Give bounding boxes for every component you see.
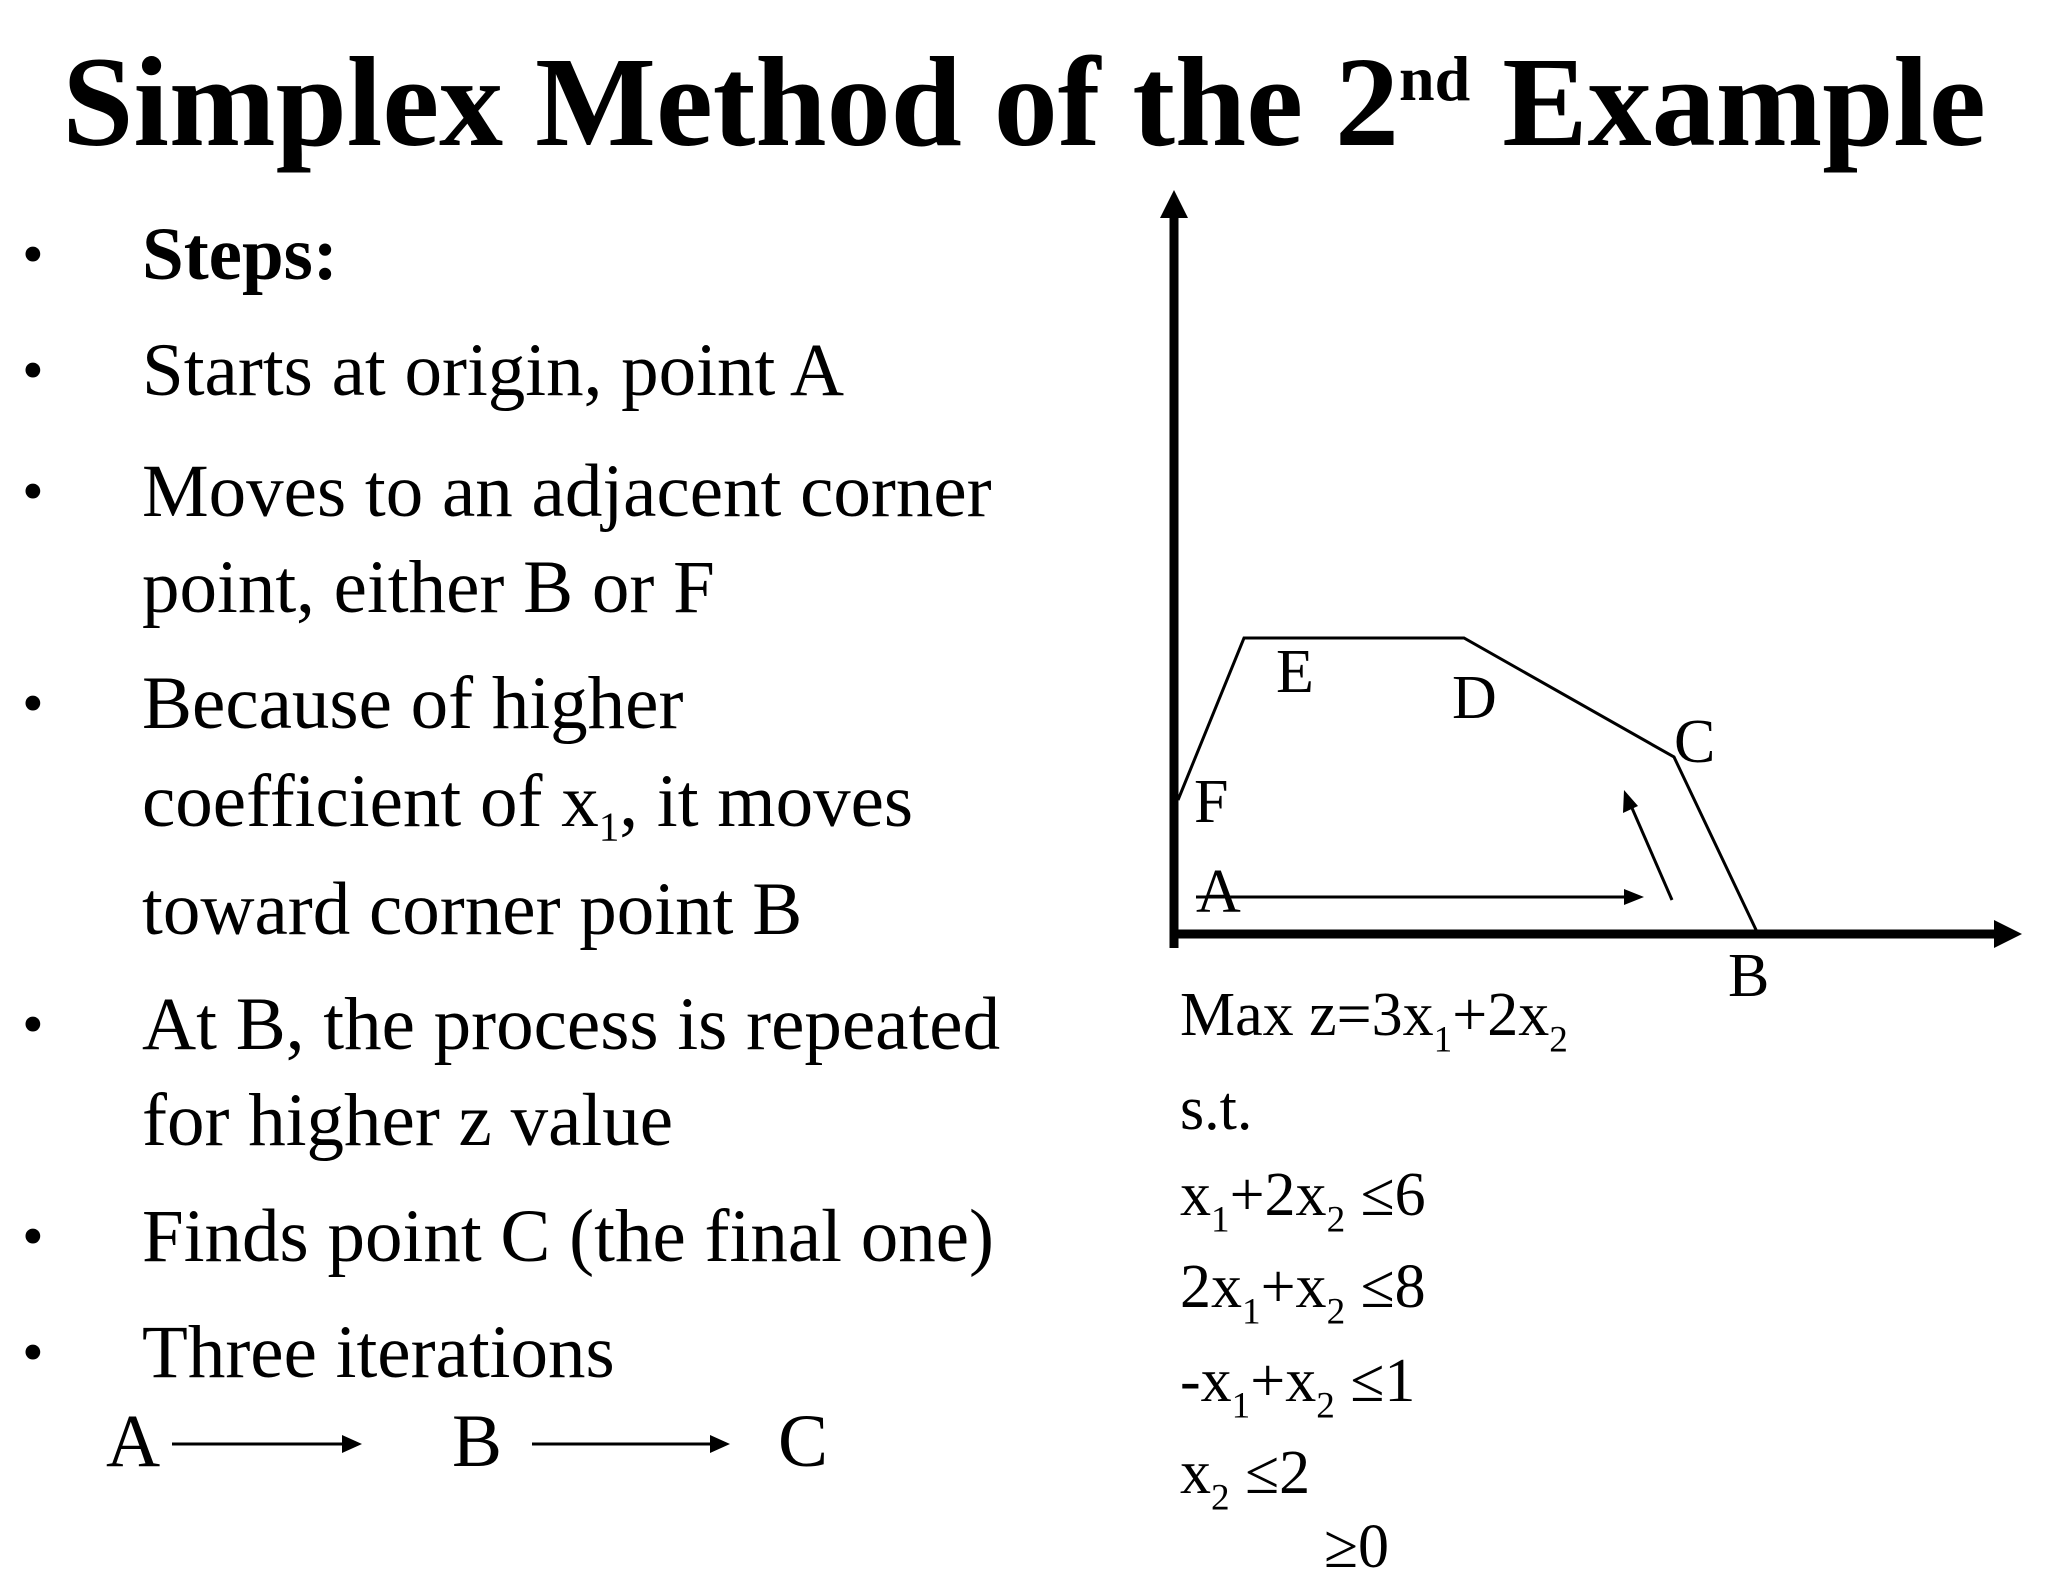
title-superscript: nd: [1399, 43, 1471, 115]
title-main: Simplex Method of the 2: [62, 31, 1400, 173]
lp-objective-sub2: 2: [1549, 1019, 1568, 1061]
lp-constraint-4: [1180, 1439, 1311, 1519]
corner-label-d: D: [1452, 664, 1497, 732]
bullet-dot: •: [22, 221, 44, 289]
bullet-dot: •: [22, 458, 44, 526]
bullet-dot: •: [22, 991, 44, 1059]
bullet-coefficient-line1: Because of higher: [142, 662, 684, 745]
lp-c1-b-sub: 2: [1326, 1199, 1346, 1241]
lp-c2-a-sub: 1: [1242, 1291, 1261, 1333]
bullet-coefficient-line3: toward corner point B: [142, 868, 803, 951]
lp-constraint-2: [1180, 1253, 1426, 1333]
lp-c2-b-sub: 2: [1326, 1291, 1346, 1333]
sequence-label-b: B: [452, 1400, 503, 1483]
bullet-adjacent-line1: Moves to an adjacent corner: [142, 450, 992, 533]
lp-c2-b: +x: [1260, 1253, 1327, 1321]
corner-label-f: F: [1194, 768, 1229, 836]
bullet-steps-text: Steps:: [142, 213, 338, 296]
lp-constraint-1: [1180, 1161, 1426, 1241]
coefficient-pre: coefficient of x: [142, 760, 599, 843]
lp-c4-a: x: [1180, 1439, 1211, 1507]
bullet-adjacent-line2: point, either B or F: [142, 546, 715, 629]
lp-c1-rel: ≤6: [1345, 1161, 1426, 1229]
lp-c1-b: +2x: [1229, 1161, 1327, 1229]
bullet-start-origin-text: Starts at origin, point A: [142, 329, 845, 412]
corner-label-a: A: [1196, 858, 1241, 926]
lp-c3-b-sub: 2: [1316, 1385, 1335, 1427]
lp-constraint-5: ≥0: [1324, 1513, 1390, 1581]
bullet-dot: •: [22, 670, 44, 738]
bullet-repeat-line1: At B, the process is repeated: [142, 983, 1001, 1066]
lp-c3-b: +x: [1250, 1347, 1317, 1415]
title-tail: Example: [1470, 31, 1986, 173]
lp-objective-sub1: 1: [1433, 1019, 1453, 1061]
bullet-dot: •: [22, 1203, 44, 1271]
lp-c3-a-sub: 1: [1231, 1385, 1251, 1427]
lp-c4-rel: ≤2: [1229, 1439, 1311, 1507]
sequence-label-c: C: [778, 1400, 829, 1483]
lp-objective-mid: +2x: [1452, 981, 1550, 1049]
path-arrowhead-bc-icon: [1623, 790, 1638, 813]
lp-c2-rel: ≤8: [1345, 1253, 1426, 1321]
bullet-finds-c-text: Finds point C (the final one): [142, 1195, 994, 1278]
bullet-repeat-line2: for higher z value: [142, 1079, 674, 1162]
bullet-dot: •: [22, 337, 44, 405]
lp-subject-to: s.t.: [1180, 1075, 1253, 1143]
x-axis-arrowhead-icon: [1994, 920, 2022, 948]
sequence-label-a: A: [106, 1400, 161, 1483]
corner-label-b: B: [1728, 942, 1770, 1010]
lp-c1-a: x: [1180, 1161, 1211, 1229]
coefficient-sub: 1: [598, 803, 620, 850]
bullet-iterations-text: Three iterations: [142, 1311, 615, 1394]
y-axis-arrowhead-icon: [1160, 190, 1188, 218]
coefficient-post: , it moves: [619, 760, 914, 843]
corner-label-c: C: [1674, 708, 1716, 776]
lp-objective-pre: Max z=3x: [1180, 981, 1434, 1049]
path-arrowhead-ab-icon: [1624, 889, 1644, 905]
lp-c4-a-sub: 2: [1211, 1477, 1230, 1519]
lp-constraint-3: [1180, 1347, 1416, 1427]
lp-c2-a: 2x: [1180, 1253, 1242, 1321]
bullet-dot: •: [22, 1319, 44, 1387]
path-arrow-b-to-c: [1632, 808, 1672, 900]
lp-objective: [1180, 981, 1568, 1061]
lp-c3-rel: ≤1: [1334, 1347, 1416, 1415]
corner-label-e: E: [1276, 638, 1314, 706]
lp-c1-a-sub: 1: [1211, 1199, 1230, 1241]
lp-c3-a: -x: [1180, 1347, 1232, 1415]
